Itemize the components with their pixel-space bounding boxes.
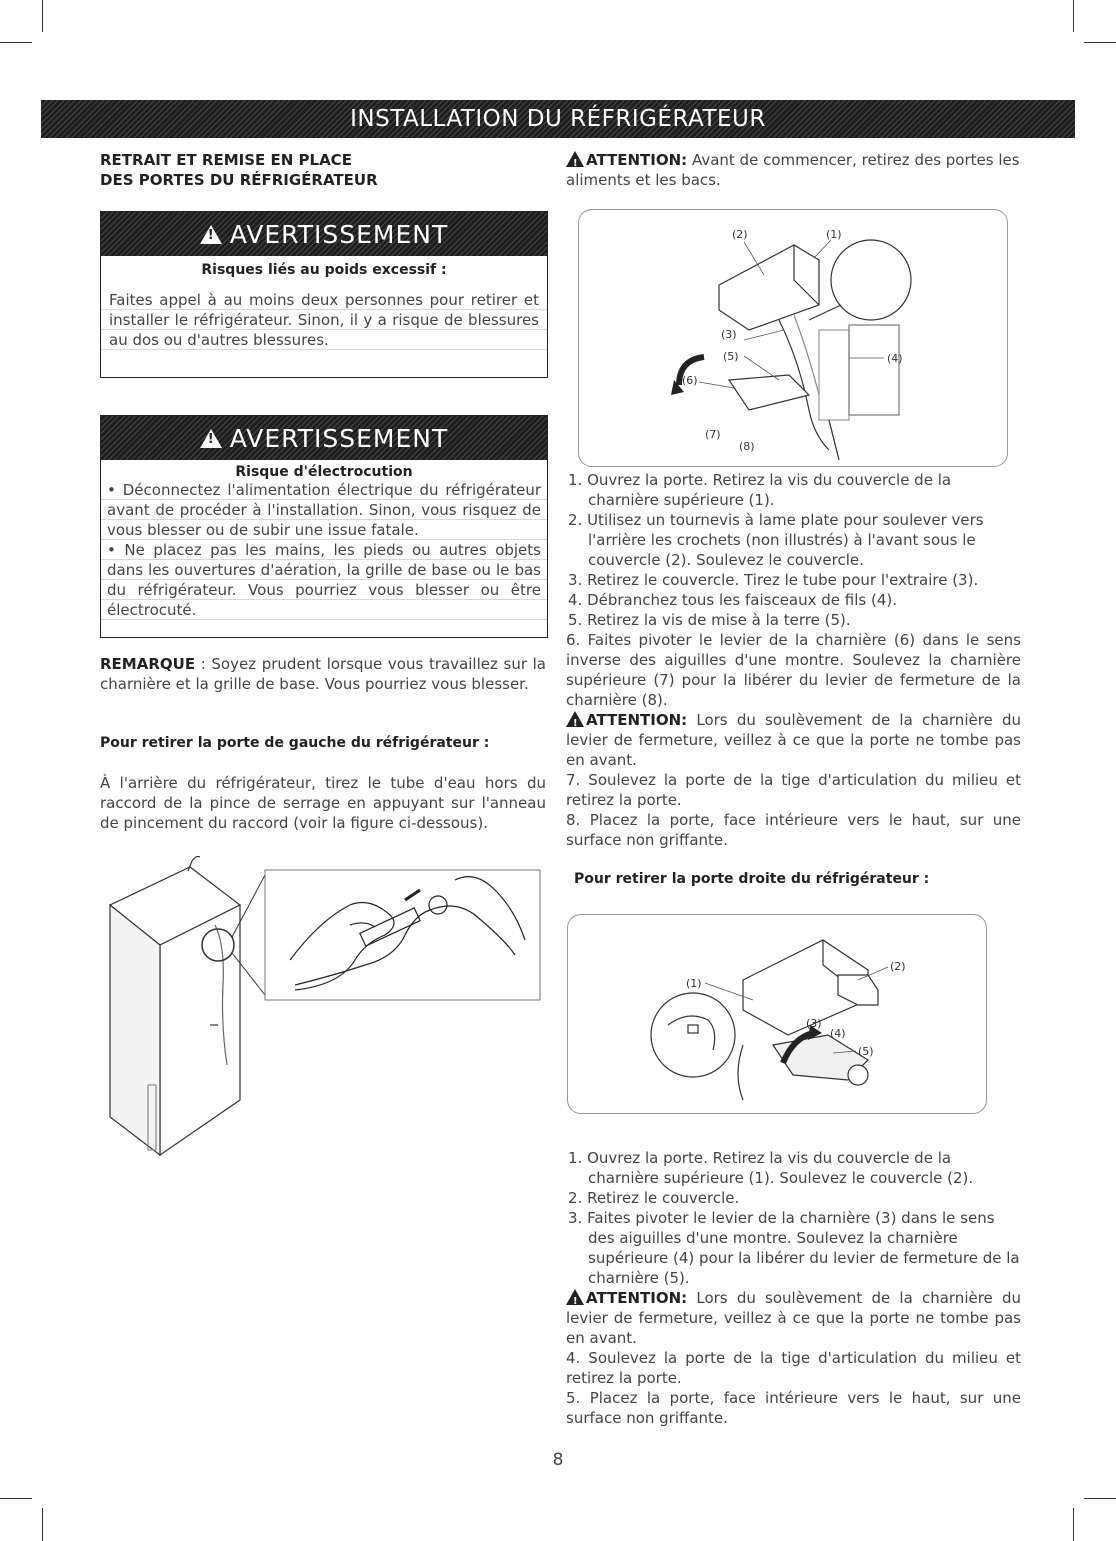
crop-mark xyxy=(0,42,32,43)
warning-header xyxy=(101,212,547,256)
section-title-line2: DES PORTES DU RÉFRIGÉRATEUR xyxy=(100,171,378,189)
crop-mark xyxy=(0,1498,32,1499)
callout-label: (4) xyxy=(830,1027,846,1040)
step-item: 4. Soulevez la porte de la tige d'articulation du milieu et retirez la porte. xyxy=(566,1349,1021,1387)
page-title: INSTALLATION DU RÉFRIGÉRATEUR xyxy=(350,106,766,132)
step-item: 6. Faites pivoter le levier de la charnière (6) dans le sens inverse des aiguilles d'une montre. Soulevez la charnière supérieure (7) pour la libérer du levier de fermeture de la charnière (8). xyxy=(566,631,1021,709)
left-door-heading: Pour retirer la porte de gauche du réfrigérateur : xyxy=(100,735,490,751)
step-item: 5. Placez la porte, face intérieure vers le haut, sur une surface non griffante. xyxy=(566,1389,1021,1427)
remark-label: REMARQUE xyxy=(100,655,196,673)
steps-right-door xyxy=(566,1148,1021,1428)
step-item: 3. Retirez le couvercle. Tirez le tube pour l'extraire (3). xyxy=(568,571,979,589)
callout-label: (3) xyxy=(806,1017,822,1030)
warning-box-electrocution xyxy=(100,415,548,638)
step-item: 1. Ouvrez la porte. Retirez la vis du couvercle de la charnière supérieure (1). Soulevez le couvercle (2). xyxy=(568,1149,974,1187)
caution-triangle-icon xyxy=(566,711,584,727)
left-door-text: À l'arrière du réfrigérateur, tirez le tube d'eau hors du raccord de la pince de serrage en appuyant sur l'anneau de pincement du raccord (voir la figure ci-dessous). xyxy=(100,774,546,832)
step-item: 1. Ouvrez la porte. Retirez la vis du couvercle de la charnière supérieure (1). xyxy=(568,471,952,509)
crop-mark xyxy=(42,0,43,32)
hinge-diagram xyxy=(579,210,1007,466)
step-item: 5. Retirez la vis de mise à la terre (5). xyxy=(568,611,851,629)
callout-label: (4) xyxy=(887,352,903,365)
attention-text: Lors du soulèvement de la charnière du levier de fermeture, veillez à ce que la porte ne tombe pas en avant. xyxy=(566,1289,1021,1347)
remark-text: : Soyez prudent lorsque vous travaillez sur la charnière et la grille de base. Vous pourriez vous blesser. xyxy=(100,655,546,693)
right-door-heading: Pour retirer la porte droite du réfrigérateur : xyxy=(574,871,930,887)
callout-label: (7) xyxy=(705,428,721,441)
attention-paragraph xyxy=(566,1288,1021,1348)
warning-header xyxy=(101,416,547,460)
remark-paragraph xyxy=(100,654,546,694)
warning-bullet: • Déconnectez l'alimentation électrique du réfrigérateur avant de procéder à l'installation. Sinon, vous risquez de vous blesser ou de subir une issue fatale. xyxy=(101,480,547,540)
warning-triangle-icon xyxy=(200,225,222,244)
step-item: 3. Faites pivoter le levier de la charnière (3) dans le sens des aiguilles d'une montre. Soulevez la charnière supérieure (4) pour la libérer du levier de fermeture de la charnière (5). xyxy=(568,1209,1020,1287)
hinge-diagram xyxy=(568,915,986,1113)
hinge-figure-left-door xyxy=(578,209,1008,467)
callout-label: (1) xyxy=(826,228,842,241)
refrigerator-body xyxy=(110,857,240,1156)
detail-frame xyxy=(265,870,540,1000)
crop-mark xyxy=(1073,0,1074,32)
caution-triangle-icon xyxy=(566,151,584,167)
warning-body: Faites appel à au moins deux personnes pour retirer et installer le réfrigérateur. Sinon, il y a risque de blessures au dos ou d'autres blessures. xyxy=(101,290,547,350)
step-item: 7. Soulevez la porte de la tige d'articulation du milieu et retirez la porte. xyxy=(566,771,1021,809)
crop-mark xyxy=(1073,1508,1074,1541)
step-item: 2. Retirez le couvercle. xyxy=(568,1189,740,1207)
attention-intro xyxy=(566,150,1021,190)
warning-triangle-icon xyxy=(200,429,222,448)
steps-left-door xyxy=(566,470,1021,850)
section-title-line1: RETRAIT ET REMISE EN PLACE xyxy=(100,151,352,169)
step-item: 4. Débranchez tous les faisceaux de fils (4). xyxy=(568,591,898,609)
attention-label: ATTENTION: xyxy=(586,151,688,169)
warning-title: AVERTISSEMENT xyxy=(229,219,449,249)
step-item: 2. Utilisez un tournevis à lame plate pour soulever vers l'arrière les crochets (non illustrés) à l'avant sous le couvercle (2). Soulevez le couvercle. xyxy=(568,511,984,569)
callout-label: (3) xyxy=(721,328,737,341)
crop-mark xyxy=(42,1508,43,1541)
warning-box-weight xyxy=(100,211,548,378)
callout-label: (6) xyxy=(682,374,698,387)
callout-label: (2) xyxy=(890,960,906,973)
callout-label: (5) xyxy=(858,1045,874,1058)
warning-subtitle: Risque d'électrocution xyxy=(235,464,413,480)
callout-label: (8) xyxy=(739,440,755,453)
page-number: 8 xyxy=(552,1450,564,1470)
attention-label: ATTENTION: xyxy=(586,1289,688,1307)
caution-triangle-icon xyxy=(566,1289,584,1305)
attention-text: Lors du soulèvement de la charnière du levier de fermeture, veillez à ce que la porte ne tombe pas en avant. xyxy=(566,711,1021,769)
crop-mark xyxy=(1084,1498,1116,1499)
warning-subtitle: Risques liés au poids excessif : xyxy=(201,262,447,278)
warning-bullet: • Ne placez pas les mains, les pieds ou autres objets dans les ouvertures d'aération, la grille de base ou le bas du réfrigérateur. Vous pourriez vous blesser ou être électrocuté. xyxy=(101,540,547,620)
attention-paragraph xyxy=(566,710,1021,770)
step-item: 8. Placez la porte, face intérieure vers le haut, sur une surface non griffante. xyxy=(566,811,1021,849)
crop-mark xyxy=(1084,42,1116,43)
callout-label: (5) xyxy=(723,350,739,363)
attention-label: ATTENTION: xyxy=(586,711,688,729)
refrigerator-water-tube-figure xyxy=(100,855,550,1165)
callout-label: (1) xyxy=(686,977,702,990)
section-title xyxy=(100,150,378,190)
page-header-banner xyxy=(41,100,1075,138)
warning-title: AVERTISSEMENT xyxy=(229,423,449,453)
callout-label: (2) xyxy=(732,228,748,241)
attention-text: Avant de commencer, retirez des portes les aliments et les bacs. xyxy=(566,151,1020,189)
hinge-figure-right-door xyxy=(567,914,987,1114)
